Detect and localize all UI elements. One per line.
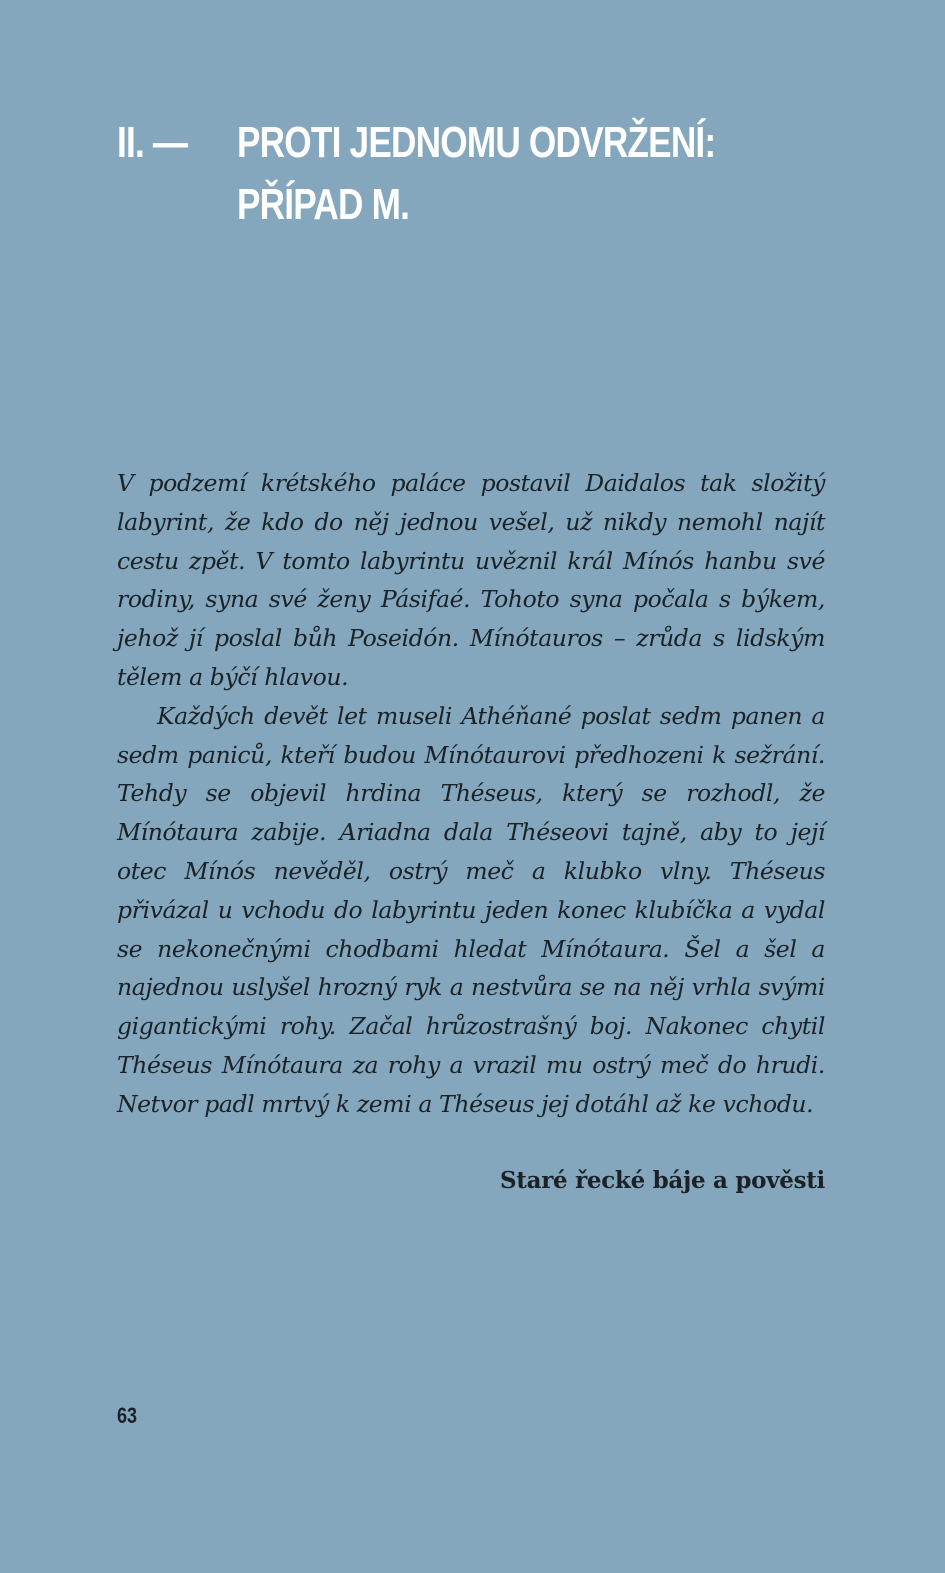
passage-paragraph-2: Každých devět let museli Athéňané poslat sedm panen a sedm paniců, kteří budou Mínótaurovi předhozeni k sežrání. Tehdy se objevil hrdina Théseus, který se rozhodl, že Mínótaura zabije. Ariadna dala Théseovi tajně, aby to její otec Mínós nevěděl, ostrý meč a klubko vlny. Théseus přivázal u vchodu do labyrintu jeden konec klubíčka a vydal se nekonečnými chodbami hledat Mínótaura. Šel a šel a najednou uslyšel hrozný ryk a nestvůra se na něj vrhla svými gigantickými rohy. Začal hrůzostrašný boj. Nakonec chytil Théseus Mínótaura za rohy a vrazil mu ostrý meč do hrudi. Netvor padl mrtvý k zemi a Théseus jej dotáhl až ke vchodu.	[117, 701, 825, 1118]
chapter-heading-row-1	[117, 112, 716, 174]
chapter-heading-row-2	[117, 174, 693, 236]
source-attribution: Staré řecké báje a pověsti	[499, 1167, 825, 1194]
chapter-title-line-2: PŘÍPAD M.	[237, 180, 410, 229]
chapter-title-line-1: PROTI JEDNOMU ODVRŽENÍ:	[237, 118, 716, 167]
chapter-heading	[117, 112, 716, 236]
page-number: 63	[117, 1403, 138, 1428]
passage-paragraph-1: V podzemí krétského paláce postavil Daidalos tak složitý labyrint, že kdo do něj jednou vešel, už nikdy nemohl najít cestu zpět. V tomto labyrintu uvěznil král Mínós hanbu své rodiny, syna své ženy Pásifaé. Tohoto syna počala s býkem, jehož jí poslal bůh Poseidón. Mínótauros – zrůda s lidským tělem a býčí hlavou.	[117, 469, 825, 691]
quoted-passage	[117, 464, 825, 1124]
chapter-number: II. —	[117, 118, 188, 167]
